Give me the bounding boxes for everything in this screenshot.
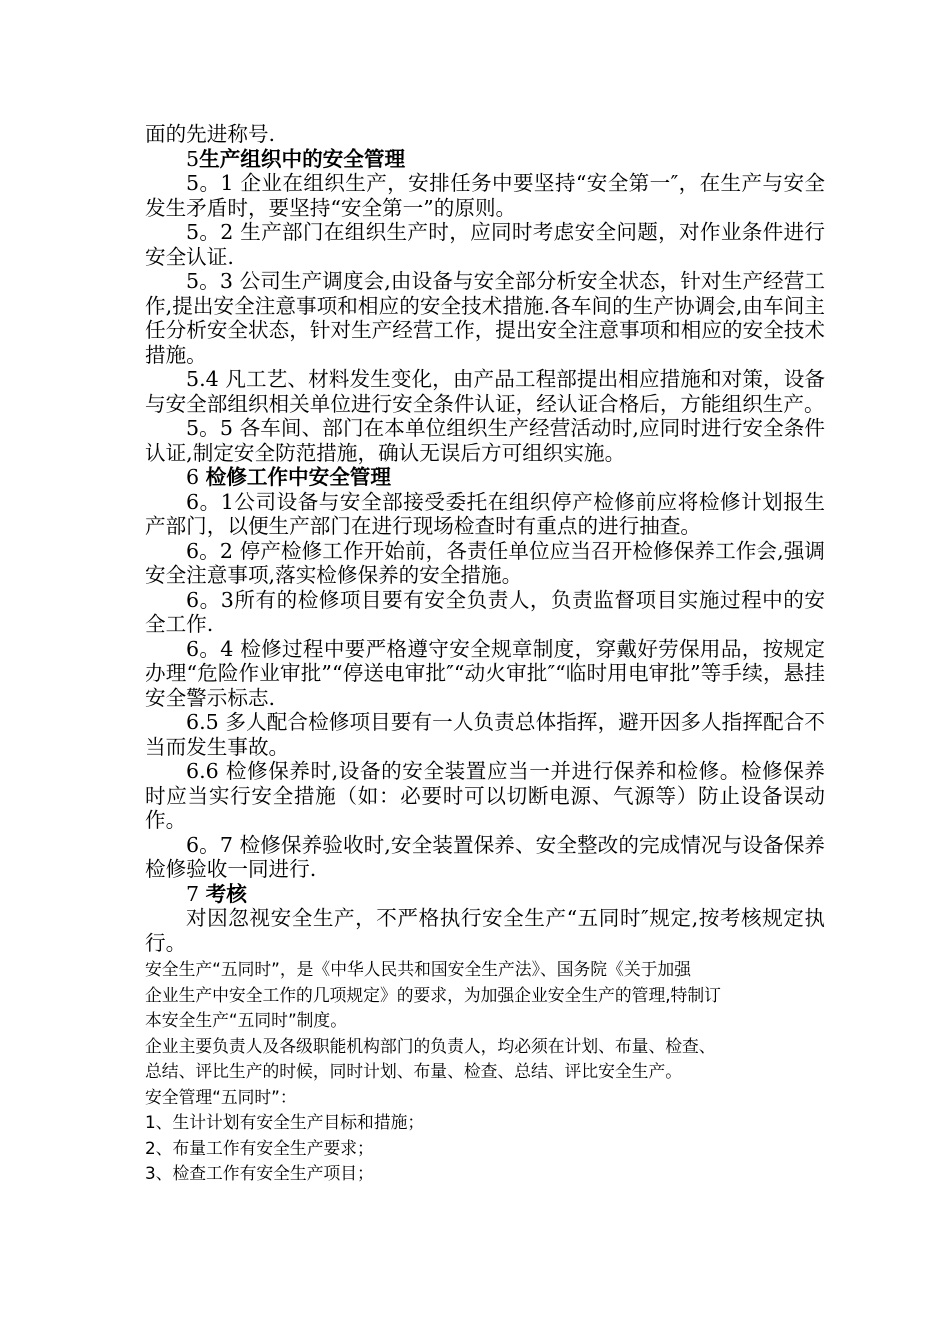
section-title: 生产组织中的安全管理 [199, 146, 406, 171]
section-number: 5 [186, 146, 200, 171]
body-paragraph: 5.4 凡工艺、材料发生变化，由产品工程部提出相应措施和对策，设备与安全部组织相关单位进行安全条件认证，经认证合格后，方能组织生产。 [145, 367, 825, 416]
note-paragraph [145, 1034, 825, 1085]
body-paragraph: 面的先进称号. [145, 122, 276, 146]
body-paragraph: 5。5 各车间、部门在本单位组织生产经营活动时,应同时进行安全条件认证,制定安全防范措施，确认无误后方可组织实施。 [145, 416, 825, 465]
body-paragraph: 5。1 企业在组织生产，安排任务中要坚持“安全第一″，在生产与安全发生矛盾时，要坚持“安全第一”的原则。 [145, 171, 825, 220]
note-line: 安全管理“五同时”： [145, 1086, 297, 1107]
section-heading [145, 147, 825, 172]
section-title: 考核 [205, 881, 247, 906]
note-paragraph [145, 1161, 825, 1187]
note-line: 安全生产“五同时”，是《中华人民共和国安全生产法》、国务院《关于加强 [145, 959, 691, 979]
note-line: 3、检查工作有安全生产项目； [145, 1163, 374, 1183]
note-paragraph [145, 1136, 825, 1162]
body-paragraph: 6.5 多人配合检修项目要有一人负责总体指挥，避开因多人指挥配合不当而发生事故。 [145, 710, 825, 759]
body-paragraph: 5。3 公司生产调度会,由设备与安全部分析安全状态，针对生产经营工作,提出安全注意事项和相应的安全技术措施.各车间的生产协调会,由车间主任分析安全状态，针对生产经营工作，提出安全注意事项和相应的安全技术措施。 [145, 269, 825, 367]
body-paragraph: 6。4 检修过程中要严格遵守安全规章制度，穿戴好劳保用品，按规定办理“危险作业审批”“停送电审批″“动火审批″“临时用电审批”等手续，悬挂安全警示标志. [145, 636, 825, 710]
body-paragraph: 6。1公司设备与安全部接受委托在组织停产检修前应将检修计划报生产部门，以便生产部门在进行现场检查时有重点的进行抽查。 [145, 489, 825, 538]
section-number: 7 [186, 881, 206, 906]
note-line: 1、生计计划有安全生产目标和措施； [145, 1112, 425, 1132]
note-paragraph [145, 957, 825, 1034]
body-paragraph: 5。2 生产部门在组织生产时，应同时考虑安全问题，对作业条件进行安全认证. [145, 220, 825, 269]
section-title: 检修工作中安全管理 [205, 465, 391, 489]
body-paragraph: 6。7 检修保养验收时,安全装置保养、安全整改的完成情况与设备保养检修验收一同进行. [145, 832, 825, 881]
document-page [145, 122, 825, 1187]
note-paragraph [145, 1110, 825, 1136]
body-paragraph: 6。3所有的检修项目要有安全负责人，负责监督项目实施过程中的安全工作. [145, 587, 825, 636]
note-line: 2、布量工作有安全生产要求； [145, 1137, 374, 1158]
note-paragraph [145, 1085, 825, 1111]
body-paragraph: 对因忽视安全生产，不严格执行安全生产“五同时″规定,按考核规定执行。 [145, 906, 825, 955]
note-line: 总结、评比生产的时候，同时计划、布量、检查、总结、评比安全生产。 [145, 1061, 683, 1081]
note-line: 企业生产中安全工作的几项规定》的要求，为加强企业安全生产的管理,特制订 [145, 984, 721, 1005]
section-number: 6 [186, 465, 206, 489]
section-heading [145, 882, 825, 907]
body-paragraph: 6.6 检修保养时,设备的安全装置应当一并进行保养和检修。检修保养时应当实行安全措施（如：必要时可以切断电源、气源等）防止设备误动作。 [145, 759, 825, 832]
section-heading [145, 465, 825, 490]
note-line: 企业主要负责人及各级职能机构部门的负责人，均必须在计划、布量、检查、 [145, 1035, 716, 1056]
note-line: 本安全生产“五同时”制度。 [145, 1010, 347, 1030]
body-paragraph: 6。2 停产检修工作开始前，各责任单位应当召开检修保养工作会,强调安全注意事项,落实检修保养的安全措施。 [145, 538, 825, 587]
